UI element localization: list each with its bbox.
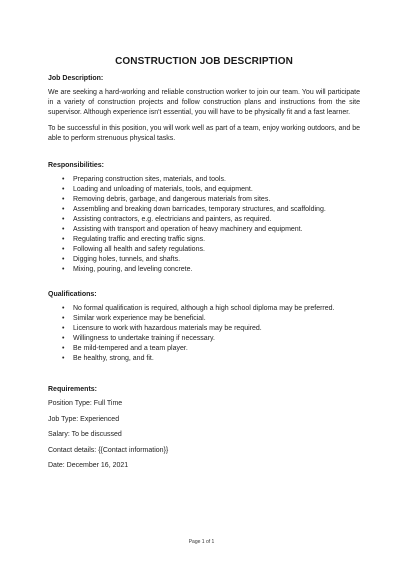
list-item: • Assembling and breaking down barricades, temporary structures, and scaffolding. [62, 206, 326, 213]
list-item: • No formal qualification is required, although a high school diploma may be preferred. [62, 305, 335, 312]
list-item: • Willingness to undertake training if necessary. [62, 335, 215, 342]
list-item: • Be mild-tempered and a team player. [62, 345, 188, 352]
bullet-icon: • [62, 176, 65, 183]
requirements-heading: Requirements: [48, 386, 98, 393]
list-item: • Preparing construction sites, materials, and tools. [62, 176, 226, 183]
bullet-icon: • [62, 186, 65, 193]
list-item: • Digging holes, tunnels, and shafts. [62, 256, 181, 263]
responsibilities-list [48, 175, 360, 275]
page-number: Page 1 of 1 [188, 539, 215, 545]
list-item: • Assisting with transport and operation of heavy machinery and equipment. [62, 226, 303, 233]
job-description-paragraph-1: We are seeking a hard-working and reliable construction worker to join our team. You will participate in a variety of construction projects and follow construction plans and instructions from the site supervisor. Although experience isn't essential, you will have to be physically fit and a fast learner. [48, 89, 360, 116]
bullet-icon: • [62, 305, 65, 312]
list-item: • Removing debris, garbage, and dangerous materials from sites. [62, 196, 271, 203]
bullet-icon: • [62, 256, 65, 263]
bullet-icon: • [62, 355, 65, 362]
bullet-icon: • [62, 236, 65, 243]
document-body [48, 56, 360, 477]
job-description-paragraph-2: To be successful in this position, you will work well as part of a team, enjoy working outdoors, and be able to perform strenuous physical tasks. [48, 125, 360, 142]
qualifications-list [48, 304, 360, 364]
bullet-icon: • [62, 335, 65, 342]
responsibilities-heading: Responsibilities: [48, 162, 105, 169]
list-item: • Licensure to work with hazardous materials may be required. [62, 325, 262, 332]
list-item: • Loading and unloading of materials, tools, and equipment. [62, 186, 253, 193]
qualifications-heading: Qualifications: [48, 291, 97, 298]
position-type: Position Type: Full Time [48, 400, 123, 407]
bullet-icon: • [62, 266, 65, 273]
list-item: • Be healthy, strong, and fit. [62, 355, 154, 362]
bullet-icon: • [62, 345, 65, 352]
list-item: • Regulating traffic and erecting traffic signs. [62, 236, 206, 243]
list-item: • Similar work experience may be beneficial. [62, 315, 206, 322]
bullet-icon: • [62, 196, 65, 203]
list-item: • Following all health and safety regulations. [62, 246, 205, 253]
contact-details: Contact details: {{Contact information}} [48, 446, 169, 454]
bullet-icon: • [62, 226, 65, 233]
list-item: • Assisting contractors, e.g. electricians and painters, as required. [62, 216, 272, 223]
bullet-icon: • [62, 246, 65, 253]
document-title: CONSTRUCTION JOB DESCRIPTION [115, 56, 293, 67]
job-description-heading: Job Description: [48, 75, 104, 82]
bullet-icon: • [62, 325, 65, 332]
salary: Salary: To be discussed [48, 431, 122, 438]
date: Date: December 16, 2021 [48, 462, 129, 469]
bullet-icon: • [62, 315, 65, 322]
job-type: Job Type: Experienced [48, 415, 120, 423]
list-item: • Mixing, pouring, and leveling concrete. [62, 266, 193, 273]
bullet-icon: • [62, 206, 65, 213]
bullet-icon: • [62, 216, 65, 223]
